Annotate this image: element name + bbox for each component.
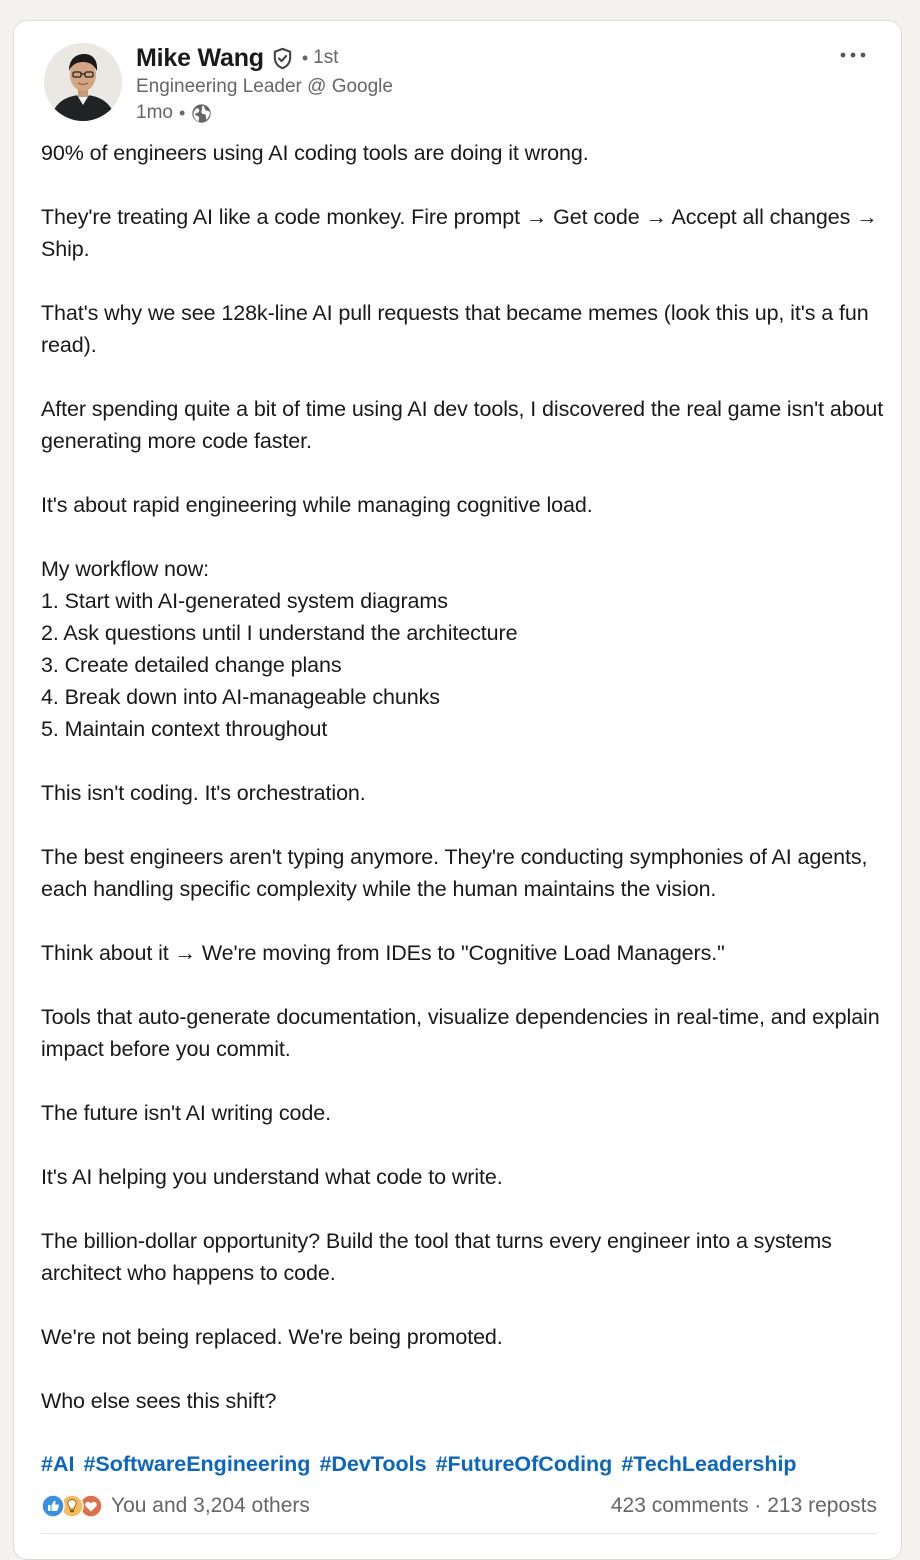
author-name-line [136, 43, 393, 73]
post-time-line [136, 100, 393, 126]
shield-check-icon [271, 47, 294, 70]
counts-separator: · [748, 1494, 768, 1517]
post-header [44, 43, 864, 147]
post-paragraph: That's why we see 128k-line AI pull requests that became memes (look this up, it's a fun read). [41, 301, 875, 357]
hashtag-dev-tools[interactable]: #DevTools [319, 1452, 427, 1476]
hashtag-future-of-coding[interactable]: #FutureOfCoding [435, 1452, 613, 1476]
connection-degree: 1st [313, 47, 339, 68]
avatar-photo [44, 43, 122, 121]
post-paragraph: The billion-dollar opportunity? Build the tool that turns every engineer into a systems architect who happens to code. [41, 1229, 838, 1285]
avatar[interactable] [44, 43, 122, 121]
post-paragraph: My workflow now: 1. Start with AI-generated system diagrams 2. Ask questions until I understand the architecture 3. Create detailed change plans 4. Break down into AI-manageable chunks 5. Maintain context throughout [41, 557, 518, 741]
post-paragraph: Tools that auto-generate documentation, visualize dependencies in real-time, and explain impact before you commit. [41, 1005, 886, 1061]
post-body [41, 137, 891, 1417]
reactions-summary[interactable] [41, 1494, 310, 1518]
separator-dot: • [301, 48, 309, 68]
post-paragraph: The best engineers aren't typing anymore. They're conducting symphonies of AI agents, each handling specific complexity while the human maintains the vision. [41, 845, 874, 901]
reactions-count[interactable]: You and 3,204 others [111, 1494, 310, 1517]
author-name[interactable]: Mike Wang [136, 44, 264, 72]
post-paragraph: Who else sees this shift? [41, 1389, 277, 1413]
globe-icon [191, 103, 212, 124]
post-paragraph: It's AI helping you understand what code to write. [41, 1165, 503, 1189]
post-card [13, 20, 902, 1560]
more-horizontal-icon [840, 52, 866, 58]
separator-dot: • [178, 103, 186, 123]
reposts-count[interactable]: 213 reposts [767, 1494, 877, 1517]
author-meta [136, 43, 393, 126]
hashtag-ai[interactable]: #AI [41, 1452, 75, 1476]
social-counts-bar [41, 1490, 877, 1522]
post-paragraph: We're not being replaced. We're being promoted. [41, 1325, 503, 1349]
like-icon [41, 1494, 65, 1518]
post-paragraph: The future isn't AI writing code. [41, 1101, 332, 1125]
post-time: 1mo [136, 102, 173, 123]
hashtag-tech-leadership[interactable]: #TechLeadership [621, 1452, 797, 1476]
post-paragraph: This isn't coding. It's orchestration. [41, 781, 366, 805]
hashtag-software-engineering[interactable]: #SoftwareEngineering [83, 1452, 311, 1476]
post-paragraph: Think about it → We're moving from IDEs to "Cognitive Load Managers." [41, 941, 725, 965]
hashtag-list [41, 1448, 901, 1480]
post-paragraph: After spending quite a bit of time using AI dev tools, I discovered the real game isn't about generating more code faster. [41, 397, 890, 453]
more-options-button[interactable] [835, 43, 871, 67]
author-headline: Engineering Leader @ Google [136, 76, 393, 97]
post-paragraph: 90% of engineers using AI coding tools are doing it wrong. [41, 141, 589, 165]
comments-count[interactable]: 423 comments [610, 1494, 749, 1517]
engagement-counts [611, 1494, 877, 1518]
reaction-icons [41, 1494, 105, 1518]
post-paragraph: It's about rapid engineering while managing cognitive load. [41, 493, 593, 517]
post-paragraph: They're treating AI like a code monkey. Fire prompt → Get code → Accept all changes → Ship. [41, 205, 884, 261]
